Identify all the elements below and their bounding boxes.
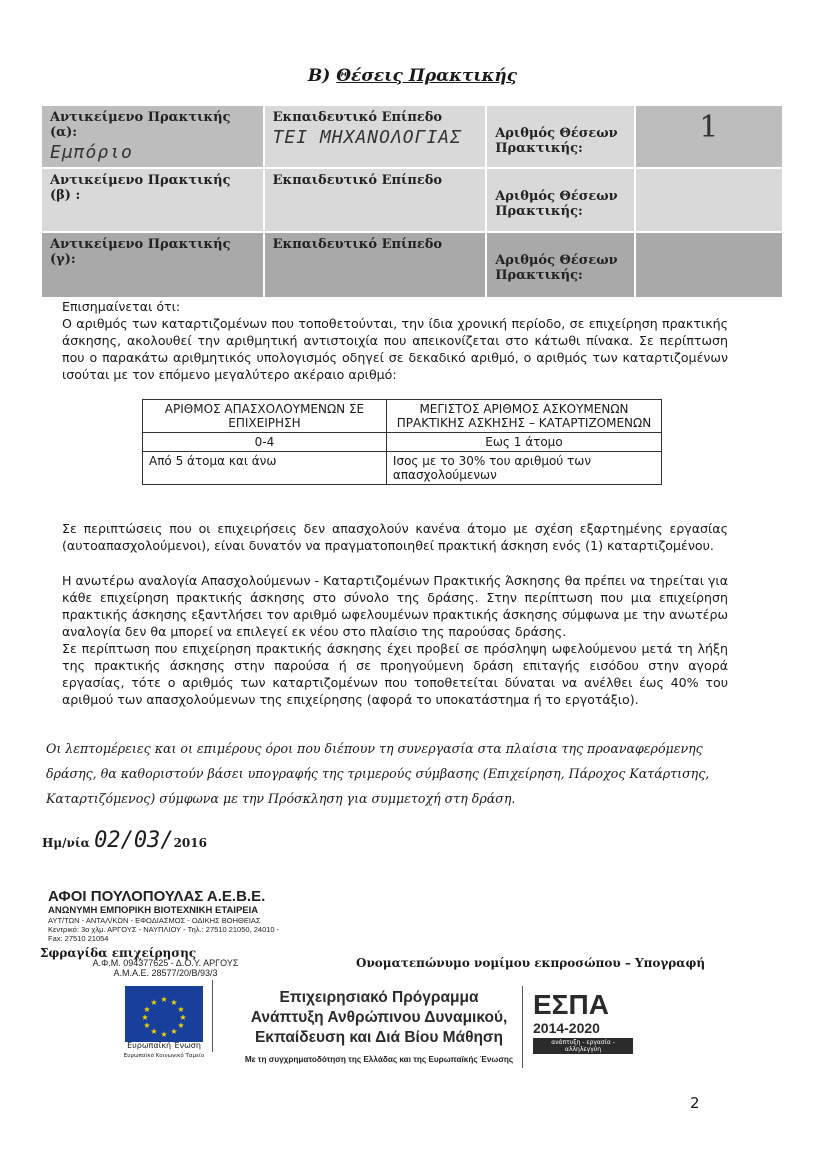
eu-stars-icon bbox=[125, 986, 203, 1042]
espa-wordmark: ΕΣΠΑ bbox=[533, 989, 609, 1020]
level-b-cell bbox=[264, 168, 487, 232]
subject-label: Αντικείμενο Πρακτικής (β) : bbox=[50, 173, 231, 203]
level-label: Εκπαιδευτικό Επίπεδο bbox=[272, 237, 443, 252]
espa-tagline: ανάπτυξη - εργασία - αλληλεγγύη bbox=[533, 1038, 633, 1054]
svg-text:★: ★ bbox=[170, 998, 178, 1007]
count-b-label-cell bbox=[486, 168, 634, 232]
count-label: Αριθμός Θέσεων Πρακτικής: bbox=[495, 253, 618, 283]
stamp-company-name: ΑΦΟΙ ΠΟΥΛΟΠΟΥΛΑΣ Α.Ε.Β.Ε. bbox=[48, 888, 266, 905]
ratio-header-trainees: ΜΕΓΙΣΤΟΣ ΑΡΙΘΜΟΣ ΑΣΚΟΥΜΕΝΩΝ ΠΡΑΚΤΙΚΗΣ ΑΣΚΗΣΗΣ – ΚΑΤΑΡΤΙΖΟΜΕΝΩΝ bbox=[386, 400, 661, 433]
paragraph: Η ανωτέρω αναλογία Απασχολούμενων - Καταρτιζομένων Πρακτικής Άσκησης θα πρέπει να τηρείται για κάθε επιχείρηση πρακτικής άσκησης στο σύνολο της δράσης. Στην περίπτωση που μια επιχείρηση πρακτικής άσκησης εξαντλήσει τον αριθμό ωφελουμένων πρακτικής άσκησης σύμφωνα με την ανωτέρω αναλογία δεν θα μπορεί να επιλεγεί εκ νέου στο πλαίσιο της παρούσας δράσης. bbox=[62, 573, 728, 639]
subject-label: Αντικείμενο Πρακτικής (α): bbox=[50, 110, 231, 140]
ratio-table bbox=[142, 399, 662, 485]
section-title bbox=[0, 66, 825, 86]
company-stamp-ids bbox=[48, 958, 283, 978]
date-month: 03 bbox=[133, 828, 161, 853]
paragraph-self-employed bbox=[62, 520, 728, 554]
paragraph: Σε περιπτώσεις που οι επιχειρήσεις δεν απασχολούν κανένα άτομο με σχέση εξαρτημένης εργασίας (αυτοαπασχολούμενοι), είναι δυνατόν να πραγματοποιηθεί πρακτική άσκηση ενός (1) καταρτιζομένου. bbox=[62, 521, 728, 553]
espa-years: 2014-2020 bbox=[533, 1020, 600, 1036]
eu-caption bbox=[112, 1041, 216, 1061]
stamp-line: ΑΥΤ/ΤΩΝ - ΑΝΤΑΛ/ΚΩΝ - ΕΦΟΔΙΑΣΜΟΣ - ΟΔΙΚΗΣ ΒΟΗΘΕΙΑΣ bbox=[48, 916, 261, 925]
svg-text:★: ★ bbox=[160, 995, 168, 1004]
count-a-label-cell bbox=[486, 105, 634, 168]
date-field: Ημ/νία 02/03/2016 bbox=[42, 828, 207, 853]
count-c-value-cell bbox=[635, 232, 783, 298]
cofunding-note: Με τη συγχρηματοδότηση της Ελλάδας και της Ευρωπαϊκής Ένωσης bbox=[244, 1055, 514, 1064]
eu-flag-logo bbox=[125, 986, 203, 1042]
svg-text:★: ★ bbox=[143, 1005, 151, 1014]
seal-label: Σφραγίδα επιχείρησης bbox=[40, 946, 197, 960]
section-prefix: Β) bbox=[307, 66, 331, 86]
date-year: 2016 bbox=[173, 836, 207, 850]
level-value: ΤΕΙ ΜΗΧΑΝΟΛΟΓΙΑΣ bbox=[272, 127, 462, 148]
count-label: Αριθμός Θέσεων Πρακτικής: bbox=[495, 126, 618, 156]
level-c-cell bbox=[264, 232, 487, 298]
subject-c-cell bbox=[41, 232, 264, 298]
stamp-registry-line: Α.Μ.Α.Ε. 28577/20/Β/93/3 bbox=[113, 968, 218, 978]
count-c-label-cell bbox=[486, 232, 634, 298]
svg-text:★: ★ bbox=[177, 1021, 185, 1030]
program-line: Ανάπτυξη Ανθρώπινου Δυναμικού, bbox=[250, 1009, 508, 1026]
cooperation-note bbox=[46, 736, 716, 811]
notice-body: Ο αριθμός των καταρτιζομένων που τοποθετούνται, την ίδια χρονική περίοδο, σε επιχείρηση πρακτικής άσκησης, ακολουθεί την αριθμητική αντιστοιχία που απεικονίζεται στο κάτωθι πίνακα. Σε περίπτωση που ο παρακάτω αριθμητικός υπολογισμός οδηγεί σε δεκαδικό αριθμό, ο αριθμός των καταρτιζομένων ισούται με τον επόμενο μεγαλύτερο ακέραιο αριθμό: bbox=[62, 316, 728, 382]
level-label: Εκπαιδευτικό Επίπεδο bbox=[272, 110, 443, 125]
program-line: Επιχειρησιακό Πρόγραμμα bbox=[279, 989, 479, 1006]
count-label: Αριθμός Θέσεων Πρακτικής: bbox=[495, 189, 618, 219]
company-stamp bbox=[48, 888, 283, 943]
divider bbox=[212, 980, 213, 1052]
svg-text:★: ★ bbox=[179, 1013, 187, 1022]
ratio-cell: Ισος με το 30% του αριθμού των απασχολούμενων bbox=[386, 452, 661, 485]
level-a-cell bbox=[264, 105, 487, 168]
stamp-tax-line: Α.Φ.Μ. 094377625 - Δ.Ο.Υ. ΑΡΓΟΥΣ bbox=[92, 958, 239, 968]
positions-table bbox=[40, 104, 784, 299]
level-label: Εκπαιδευτικό Επίπεδο bbox=[272, 173, 443, 188]
ratio-cell: 0-4 bbox=[143, 433, 387, 452]
count-b-value-cell bbox=[635, 168, 783, 232]
ratio-cell: Από 5 άτομα και άνω bbox=[143, 452, 387, 485]
eu-caption-line: Ευρωπαϊκή Ένωση bbox=[127, 1041, 201, 1050]
date-day: 02 bbox=[94, 828, 121, 853]
subject-label: Αντικείμενο Πρακτικής (γ): bbox=[50, 237, 231, 267]
subject-a-cell bbox=[41, 105, 264, 168]
ratio-header-employees: ΑΡΙΘΜΟΣ ΑΠΑΣΧΟΛΟΥΜΕΝΩΝ ΣΕ ΕΠΙΧΕΙΡΗΣΗ bbox=[143, 400, 387, 433]
paragraph: Σε περίπτωση που επιχείρηση πρακτικής άσκησης έχει προβεί σε πρόσληψη ωφελούμενου μετά τη λήξη της πρακτικής άσκησης στην παρούσα ή σε προηγούμενη δράση επιταγής εισόδου στην αγορά εργασίας, τότε ο αριθμός των καταρτιζομένων που τοποθετείται δύναται να ανέλθει έως 40% του αριθμού των απασχολούμενων της επιχείρησης (αφορά το υποκατάστημα ή το εργοτάξιο). bbox=[62, 641, 728, 707]
svg-text:★: ★ bbox=[150, 998, 158, 1007]
svg-text:★: ★ bbox=[141, 1013, 149, 1022]
svg-text:★: ★ bbox=[143, 1021, 151, 1030]
cooperation-note-text: Οι λεπτομέρειες και οι επιμέρους όροι που διέπουν τη συνεργασία στα πλαίσια της προαναφερόμενης δράσης, θα καθοριστούν βάσει υπογραφής της τριμερούς σύμβασης (Επιχείρηση, Πάροχος Κατάρτισης, Καταρτιζόμενος) σύμφωνα με την Πρόσκληση για συμμετοχή στη δράση. bbox=[46, 741, 710, 806]
notice-lead: Επισημαίνεται ότι: bbox=[62, 299, 181, 314]
program-line: Εκπαίδευση και Διά Βίου Μάθηση bbox=[254, 1029, 504, 1046]
paragraph-ratio-rules bbox=[62, 572, 728, 708]
eu-caption-line: Ευρωπαϊκό Κοινωνικό Ταμείο bbox=[123, 1053, 205, 1059]
stamp-line: ΑΝΩΝΥΜΗ ΕΜΠΟΡΙΚΗ ΒΙΟΤΕΧΝΙΚΗ ΕΤΑΙΡΕΙΑ bbox=[48, 905, 259, 916]
svg-text:★: ★ bbox=[177, 1005, 185, 1014]
count-value: 1 bbox=[699, 110, 719, 145]
svg-text:★: ★ bbox=[160, 1030, 168, 1039]
subject-value: Εμπόριο bbox=[50, 142, 133, 163]
section-title-text: Θέσεις Πρακτικής bbox=[336, 66, 518, 86]
signature-label: Ονοματεπώνυμο νομίμου εκπροσώπου – Υπογραφή bbox=[356, 956, 706, 970]
divider bbox=[522, 986, 523, 1068]
count-a-value-cell bbox=[635, 105, 783, 168]
notice-block bbox=[62, 298, 728, 383]
espa-logo bbox=[533, 990, 633, 1054]
svg-text:★: ★ bbox=[150, 1027, 158, 1036]
date-label: Ημ/νία bbox=[42, 836, 90, 850]
page-number: 2 bbox=[690, 1094, 700, 1112]
program-title bbox=[216, 988, 542, 1066]
ratio-cell: Εως 1 άτομο bbox=[386, 433, 661, 452]
stamp-line: Κεντρικό: 3ο χλμ. ΑΡΓΟΥΣ - ΝΑΥΠΛΙΟΥ - Τηλ.: 27510 21050, 24010 - Fax: 27510 21054 bbox=[48, 925, 280, 943]
svg-text:★: ★ bbox=[170, 1027, 178, 1036]
subject-b-cell bbox=[41, 168, 264, 232]
